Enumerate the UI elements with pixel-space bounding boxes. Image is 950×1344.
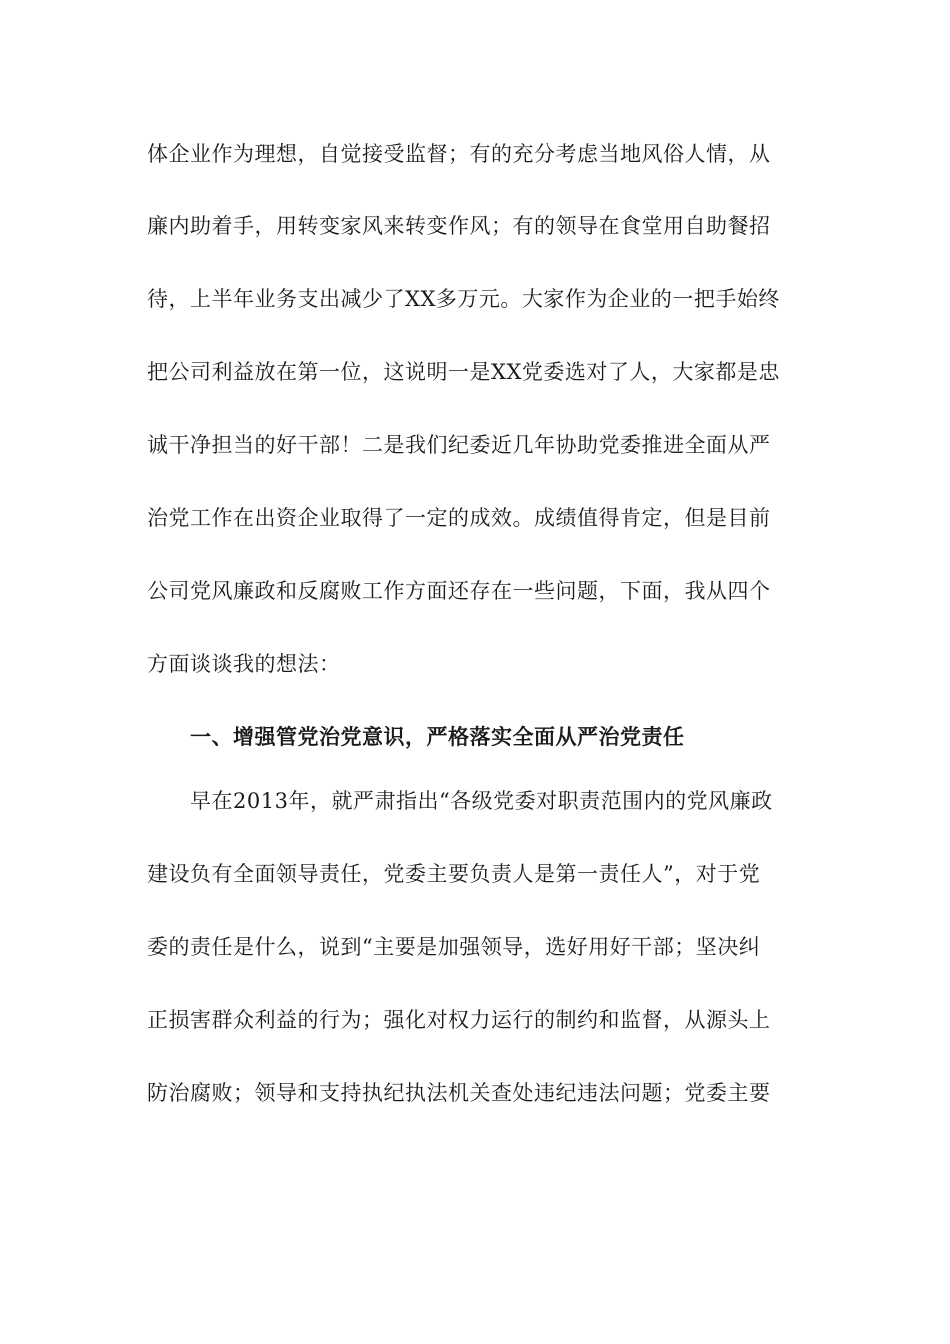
paragraph-line: 方面谈谈我的想法： <box>147 652 341 676</box>
paragraph-line: 把公司利益放在第一位，这说明一是XX党委选对了人，大家都是忠 <box>147 360 780 384</box>
paragraph-line: 早在2013年，就严肃指出“各级党委对职责范围内的党风廉政 <box>190 789 773 813</box>
paragraph-line: 建设负有全面领导责任，党委主要负责人是第一责任人”，对于党 <box>147 862 761 886</box>
paragraph-line: 治党工作在出资企业取得了一定的成效。成绩值得肯定，但是目前 <box>147 506 771 530</box>
paragraph-line: 委的责任是什么，说到“主要是加强领导，选好用好干部；坚决纠 <box>147 935 761 959</box>
paragraph-line: 诚干净担当的好干部！二是我们纪委近几年协助党委推进全面从严 <box>147 433 771 457</box>
paragraph-line: 正损害群众利益的行为；强化对权力运行的制约和监督，从源头上 <box>147 1008 771 1032</box>
paragraph-line: 体企业作为理想，自觉接受监督；有的充分考虑当地风俗人情，从 <box>147 142 771 166</box>
paragraph-line: 待，上半年业务支出减少了XX多万元。大家作为企业的一把手始终 <box>147 287 780 311</box>
section-heading: 一、增强管党治党意识，严格落实全面从严治党责任 <box>190 725 685 749</box>
paragraph-line: 公司党风廉政和反腐败工作方面还存在一些问题，下面，我从四个 <box>147 579 771 603</box>
paragraph-line: 廉内助着手，用转变家风来转变作风；有的领导在食堂用自助餐招 <box>147 214 771 238</box>
paragraph-line: 防治腐败；领导和支持执纪执法机关查处违纪违法问题；党委主要 <box>147 1081 771 1105</box>
